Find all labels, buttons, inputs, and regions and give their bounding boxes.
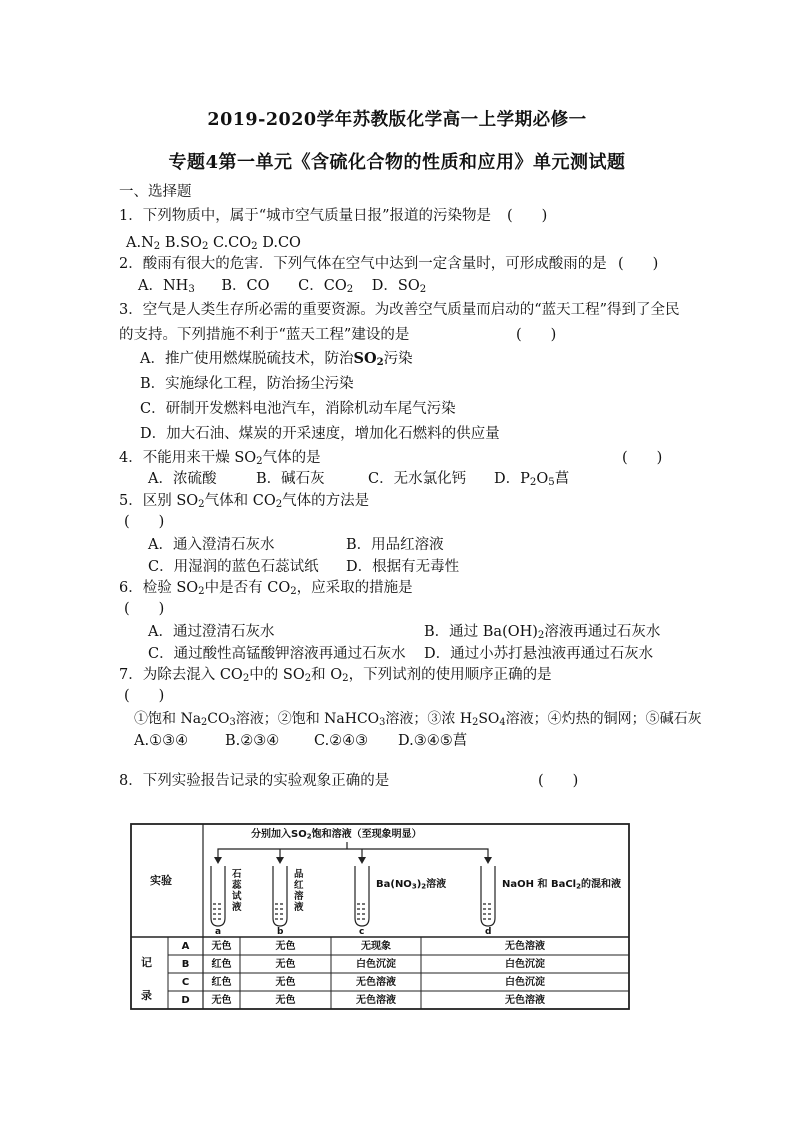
q3-option-b: B．实施绿化工程，防治扬尘污染 — [140, 376, 354, 392]
q1-options: $A.N_2$ $B.SO_2$ $C.CO_2$ D.CO — [126, 235, 301, 253]
q3-option-c: C．研制开发燃料电池汽车，消除机动车尾气污染 — [140, 401, 456, 417]
tube-letter-d: d — [485, 927, 492, 937]
q6-option-b: B．通过 $Ba(OH)_2$溶液再通过石灰水 — [424, 624, 661, 642]
record-cell-b: 无色 — [275, 977, 296, 988]
q7-option-a: A.①③④ — [134, 733, 189, 749]
q8-paren: ( ) — [538, 773, 579, 789]
tube-b-label: 品 红 溶 液 — [294, 869, 304, 913]
q7-stem: 7．为除去混入 $CO_2$中的 $SO_2$和 $O_2$，下列试剂的使用顺序正确的是 — [119, 667, 552, 685]
tube-c-label: $Ba(NO_3)_2$溶液 — [376, 879, 447, 891]
record-cell-a: 红色 — [211, 959, 232, 970]
q7-option-b: B.②③④ — [225, 733, 280, 749]
record-cell-c: 无色溶液 — [356, 977, 396, 988]
document-title-line1: 2019-2020学年苏教版化学高一上学期必修一 — [207, 110, 587, 130]
q5-option-a: A．通入澄清石灰水 — [148, 537, 275, 553]
q2-stem: 2．酸雨有很大的危害．下列气体在空气中达到一定含量时，可形成酸雨的是 — [119, 256, 607, 272]
record-cell-d: 无色溶液 — [505, 995, 545, 1006]
experiment-label: 实验 — [150, 874, 172, 887]
q3-paren: ( ) — [516, 327, 557, 343]
q2-paren: ( ) — [618, 256, 659, 272]
q7-reagents: ①饱和 $Na_2CO_3$溶液；②饱和 NaHCO$_3$溶液；③浓 $H_2SO_4$溶液；④灼热的铜网；⑤碱石灰 — [134, 711, 702, 728]
record-cell-opt: A — [181, 941, 190, 952]
q7-option-d: D.③④⑤菖 — [398, 733, 468, 749]
q4-option-b: B．碱石灰 — [256, 471, 325, 487]
tube-letter-a: a — [215, 927, 222, 937]
q8-stem: 8．下列实验报告记录的实验观象正确的是 — [119, 773, 390, 789]
tube-d-label: NaOH 和 BaCl$_2$的混和液 — [502, 879, 621, 891]
q4-option-d: D．$P_2O_5$菖 — [494, 471, 570, 489]
q6-option-a: A．通过澄清石灰水 — [148, 624, 275, 640]
record-cell-d: 无色溶液 — [505, 941, 545, 952]
q7-option-c: C.②④③ — [314, 733, 369, 749]
document-title-line2: 专题4第一单元《含硫化合物的性质和应用》单元测试题 — [168, 152, 626, 173]
q1-stem: 1．下列物质中，属于“城市空气质量日报”报道的污染物是 — [119, 208, 492, 224]
record-label-bottom: 录 — [141, 989, 152, 1002]
q4-stem: 4．不能用来干燥 $SO_2$气体的是 — [119, 450, 321, 468]
q3-option-d: D．加大石油、煤炭的开采速度，增加化石燃料的供应量 — [140, 426, 500, 442]
q1-paren: ( ) — [507, 208, 548, 224]
record-cell-b: 无色 — [275, 959, 296, 970]
record-cell-c: 无色溶液 — [356, 995, 396, 1006]
q5-paren: ( ) — [124, 514, 165, 530]
record-cell-c: 无现象 — [361, 941, 391, 952]
q3-option-a: A．推广使用燃煤脱硫技术，防治$SO_2$污染 — [140, 350, 413, 369]
table-header-note: 分别加入$SO_2$饱和溶液（至现象明显） — [251, 829, 422, 841]
q6-option-d: D．通过小苏打悬浊液再通过石灰水 — [424, 646, 654, 662]
q7-paren: ( ) — [124, 688, 165, 704]
q4-paren: ( ) — [622, 450, 663, 466]
q5-option-b: B．用品红溶液 — [346, 537, 444, 553]
q6-stem: 6．检验 $SO_2$中是否有 $CO_2$，应采取的措施是 — [119, 580, 413, 598]
record-cell-opt: D — [181, 995, 190, 1006]
tube-letter-c: c — [359, 927, 365, 937]
q5-option-d: D．根据有无毒性 — [346, 559, 460, 575]
record-cell-a: 无色 — [211, 995, 232, 1006]
q2-options: A．$NH_3$ B．CO C．$CO_2$ D．$SO_2$ — [138, 278, 427, 296]
q3-line1: 3．空气是人类生存所必需的重要资源。为改善空气质量而启动的“蓝天工程”得到了全民 — [119, 302, 680, 318]
section-heading: 一、选择题 — [119, 184, 192, 200]
q6-paren: ( ) — [124, 601, 165, 617]
record-cell-d: 白色沉淀 — [505, 977, 545, 988]
q5-stem: 5．区别 $SO_2$气体和 $CO_2$气体的方法是 — [119, 493, 370, 511]
record-cell-a: 无色 — [211, 941, 232, 952]
record-cell-c: 白色沉淀 — [356, 959, 396, 970]
q6-option-c: C．通过酸性高锰酸钾溶液再通过石灰水 — [148, 646, 406, 662]
q4-option-c: C．无水氯化钙 — [368, 471, 467, 487]
record-cell-opt: C — [181, 977, 190, 988]
record-cell-opt: B — [181, 959, 190, 970]
record-cell-d: 白色沉淀 — [505, 959, 545, 970]
record-cell-b: 无色 — [275, 995, 296, 1006]
q5-option-c: C．用湿润的蓝色石蕊试纸 — [148, 559, 319, 575]
tube-letter-b: b — [277, 927, 284, 937]
q4-option-a: A．浓硫酸 — [148, 471, 217, 487]
record-cell-a: 红色 — [211, 977, 232, 988]
tube-a-label: 石 蕊 试 液 — [232, 869, 242, 913]
record-label-top: 记 — [141, 956, 152, 969]
record-cell-b: 无色 — [275, 941, 296, 952]
q3-line2: 的支持。下列措施不利于“蓝天工程”建设的是 — [119, 327, 410, 343]
